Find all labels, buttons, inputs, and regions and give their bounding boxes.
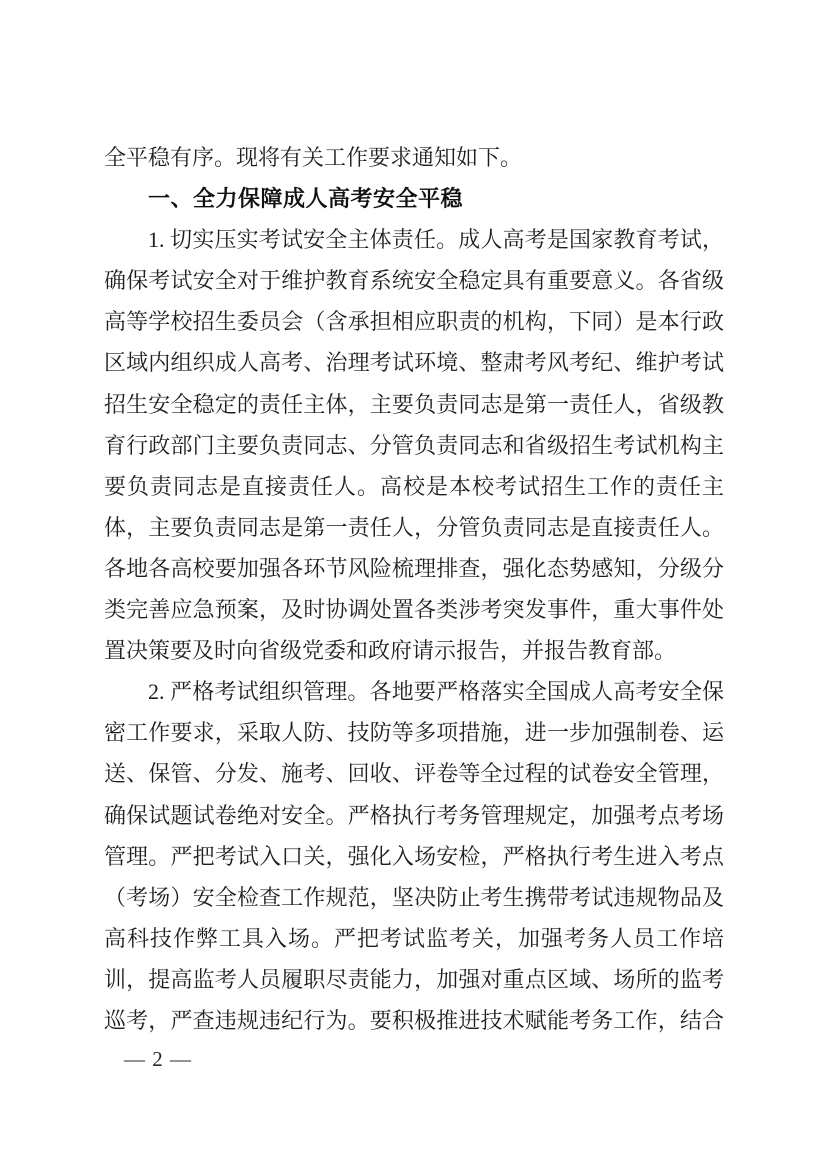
- paragraph-2-line: 高科技作弊工具入场。严把考试监考关，加强考务人员工作培: [104, 925, 724, 951]
- paragraph-1-last-line: 置决策要及时向省级党委和政府请示报告，并报告教育部。: [104, 638, 677, 664]
- paragraph-1-line: 招生安全稳定的责任主体，主要负责同志是第一责任人，省级教: [104, 391, 724, 417]
- paragraph-1-line: 要负责同志是直接责任人。高校是本校考试招生工作的责任主: [104, 473, 724, 499]
- paragraph-1-line: 育行政部门主要负责同志、分管负责同志和省级招生考试机构主: [104, 432, 724, 458]
- paragraph-1-line: 区域内组织成人高考、治理考试环境、整肃考风考纪、维护考试: [104, 350, 724, 376]
- body-line-continuation: 全平稳有序。现将有关工作要求通知如下。: [104, 145, 523, 170]
- paragraph-2-line: 训，提高监考人员履职尽责能力，加强对重点区域、场所的监考: [104, 966, 724, 992]
- paragraph-2-line: 2. 严格考试组织管理。各地要严格落实全国成人高考安全保: [148, 679, 724, 705]
- paragraph-1-line: 高等学校招生委员会（含承担相应职责的机构，下同）是本行政: [104, 309, 724, 335]
- page-number: — 2 —: [124, 1047, 192, 1071]
- paragraph-2-line: 巡考，严查违规违纪行为。要积极推进技术赋能考务工作，结合: [104, 1007, 724, 1033]
- paragraph-2-line: 管理。严把考试入口关，强化入场安检，严格执行考生进入考点: [104, 843, 724, 869]
- paragraph-2-line: 密工作要求，采取人防、技防等多项措施，进一步加强制卷、运: [104, 720, 724, 746]
- paragraph-2-line: 送、保管、分发、施考、回收、评卷等全过程的试卷安全管理，: [104, 761, 724, 787]
- paragraph-1-line: 体，主要负责同志是第一责任人，分管负责同志是直接责任人。: [104, 514, 724, 540]
- paragraph-2-line: 确保试题试卷绝对安全。严格执行考务管理规定，加强考点考场: [104, 802, 724, 828]
- paragraph-2-line: （考场）安全检查工作规范，坚决防止考生携带考试违规物品及: [104, 884, 724, 910]
- section-heading: 一、全力保障成人高考安全平稳: [148, 186, 464, 212]
- paragraph-1-line: 确保考试安全对于维护教育系统安全稳定具有重要意义。各省级: [104, 268, 724, 294]
- paragraph-1-line: 1. 切实压实考试安全主体责任。成人高考是国家教育考试，: [148, 227, 724, 253]
- paragraph-1-line: 各地各高校要加强各环节风险梳理排查，强化态势感知，分级分: [104, 555, 724, 581]
- paragraph-1-line: 类完善应急预案，及时协调处置各类涉考突发事件，重大事件处: [104, 597, 724, 623]
- document-body: [104, 137, 724, 1041]
